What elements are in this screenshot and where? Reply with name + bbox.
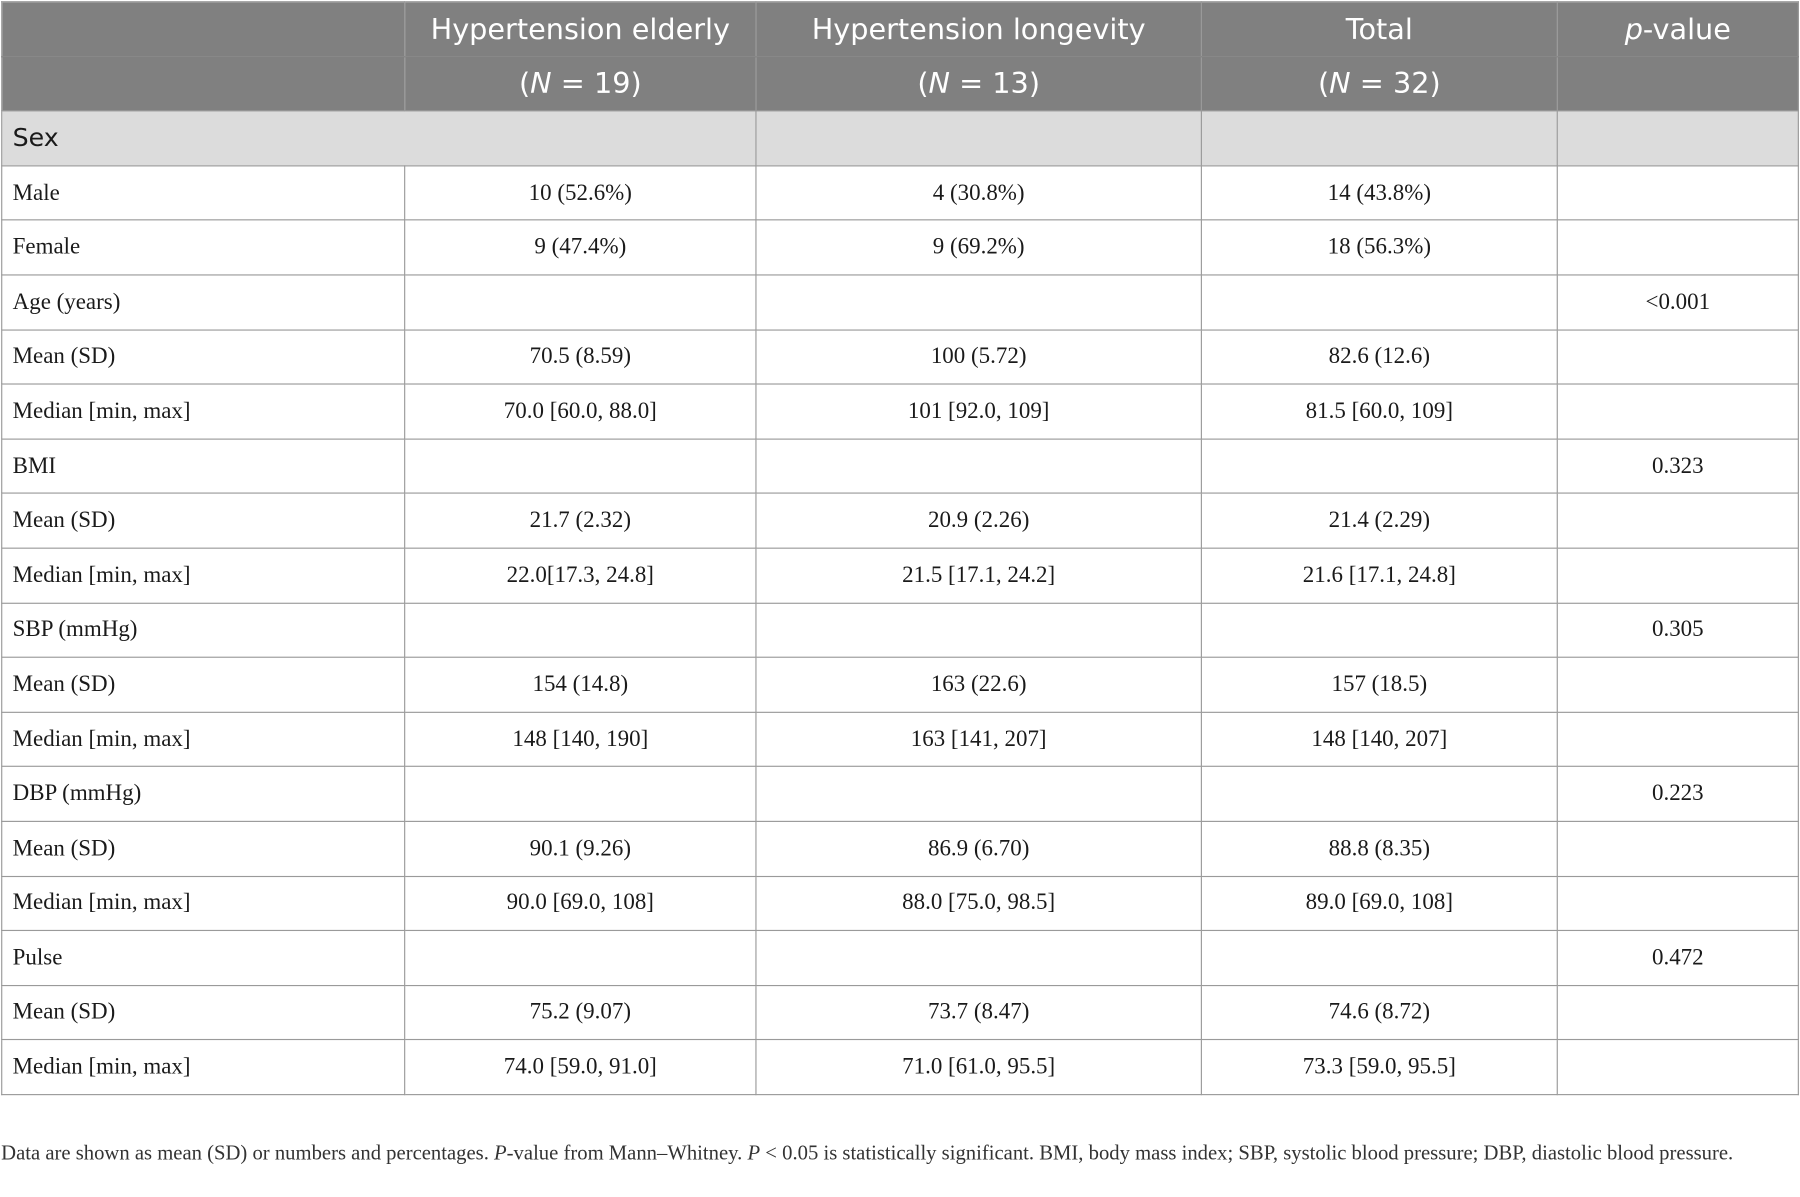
table-row [2, 548, 1799, 603]
cell-p-value [1557, 220, 1798, 275]
cell-longevity: 163 (22.6) [756, 657, 1201, 712]
cell-p-value [1557, 384, 1798, 439]
n-open: ( [917, 67, 929, 101]
cell-total: 74.6 (8.72) [1201, 985, 1557, 1040]
cell-total: 21.6 [17.1, 24.8] [1201, 548, 1557, 603]
cell-total: 88.8 (8.35) [1201, 821, 1557, 876]
cell-p-value [1557, 985, 1798, 1040]
cell-longevity: 4 (30.8%) [756, 166, 1201, 221]
row-label: Median [min, max] [2, 548, 405, 603]
header-n-elderly [405, 56, 756, 111]
cell-total: 157 (18.5) [1201, 657, 1557, 712]
cell-total [1201, 603, 1557, 658]
header-row-2 [2, 56, 1799, 111]
cell-elderly: 70.0 [60.0, 88.0] [405, 384, 756, 439]
header-p-value [1557, 2, 1798, 57]
header-blank-2 [2, 56, 405, 111]
header-n-total [1201, 56, 1557, 111]
footnote-p-italic-2: P [747, 1141, 761, 1165]
row-label: Median [min, max] [2, 712, 405, 767]
footnote-text-1: Data are shown as mean (SD) or numbers and percentages. [1, 1141, 495, 1165]
cell-total: 73.3 [59.0, 95.5] [1201, 1040, 1557, 1095]
table-body [2, 111, 1799, 1094]
data-table [1, 1, 1799, 1095]
cell-p-value [1557, 821, 1798, 876]
row-label: Male [2, 166, 405, 221]
cell-total: 21.4 (2.29) [1201, 493, 1557, 548]
cell-elderly: 9 (47.4%) [405, 220, 756, 275]
cell-p-value [1557, 876, 1798, 931]
row-label: Mean (SD) [2, 985, 405, 1040]
n-italic: N [1329, 67, 1351, 101]
cell-elderly [405, 767, 756, 822]
table-row [2, 657, 1799, 712]
cell-longevity: 86.9 (6.70) [756, 821, 1201, 876]
cell-elderly: 90.1 (9.26) [405, 821, 756, 876]
header-total: Total [1201, 2, 1557, 57]
table-row [2, 220, 1799, 275]
table-row [2, 166, 1799, 221]
cell-total [1201, 275, 1557, 330]
cell-elderly [405, 439, 756, 494]
n-open: ( [518, 67, 531, 101]
cell-longevity [756, 603, 1201, 658]
cell-elderly: 70.5 (8.59) [405, 330, 756, 385]
header-n-longevity [756, 56, 1201, 111]
table-row [2, 821, 1799, 876]
cell-longevity: 21.5 [17.1, 24.2] [756, 548, 1201, 603]
n-rest: = 19) [551, 67, 642, 101]
row-label: Median [min, max] [2, 876, 405, 931]
cell-elderly: 154 (14.8) [405, 657, 756, 712]
cell-elderly: 90.0 [69.0, 108] [405, 876, 756, 931]
header-longevity: Hypertension longevity [756, 2, 1201, 57]
cell-total: 18 (56.3%) [1201, 220, 1557, 275]
header-row-1 [2, 2, 1799, 57]
table-row [2, 439, 1799, 494]
table-row [2, 767, 1799, 822]
cell-p-value [1557, 548, 1798, 603]
cell-elderly [405, 275, 756, 330]
cell-longevity: 101 [92.0, 109] [756, 384, 1201, 439]
header-p-rest: -value [1642, 12, 1731, 46]
cell-total: 89.0 [69.0, 108] [1201, 876, 1557, 931]
cell-elderly: 148 [140, 190] [405, 712, 756, 767]
cell-longevity: 163 [141, 207] [756, 712, 1201, 767]
cell-elderly: 21.7 (2.32) [405, 493, 756, 548]
row-label: BMI [2, 439, 405, 494]
cell-elderly: 22.0[17.3, 24.8] [405, 548, 756, 603]
cell-longevity [756, 931, 1201, 986]
header-elderly: Hypertension elderly [405, 2, 756, 57]
cell-elderly: 10 (52.6%) [405, 166, 756, 221]
cell-total: 148 [140, 207] [1201, 712, 1557, 767]
table-row [2, 384, 1799, 439]
row-label: Median [min, max] [2, 1040, 405, 1095]
cell-p-value [1557, 166, 1798, 221]
cell-p-value [1557, 330, 1798, 385]
section-cell-longevity [756, 111, 1201, 166]
footnote-text-3: < 0.05 is statistically significant. BMI, body mass index; SBP, systolic blood pressure; DBP, diastolic blood pressure. [760, 1141, 1734, 1165]
table-row [2, 876, 1799, 931]
n-italic: N [530, 67, 552, 101]
cell-elderly [405, 931, 756, 986]
section-label: Sex [2, 111, 756, 166]
row-label: SBP (mmHg) [2, 603, 405, 658]
cell-p-value: 0.223 [1557, 767, 1798, 822]
row-label: DBP (mmHg) [2, 767, 405, 822]
n-rest: = 32) [1350, 67, 1441, 101]
table-row [2, 275, 1799, 330]
row-label: Female [2, 220, 405, 275]
row-label: Mean (SD) [2, 330, 405, 385]
cell-longevity: 20.9 (2.26) [756, 493, 1201, 548]
table-row [2, 330, 1799, 385]
table-row [2, 1040, 1799, 1095]
table-row [2, 712, 1799, 767]
row-label: Mean (SD) [2, 657, 405, 712]
cell-p-value: 0.305 [1557, 603, 1798, 658]
section-cell-p [1557, 111, 1798, 166]
cell-p-value [1557, 712, 1798, 767]
table-row [2, 603, 1799, 658]
cell-total [1201, 931, 1557, 986]
n-italic: N [928, 67, 951, 101]
cell-p-value: <0.001 [1557, 275, 1798, 330]
n-open: ( [1317, 67, 1330, 101]
cell-longevity [756, 439, 1201, 494]
row-label: Pulse [2, 931, 405, 986]
cell-p-value [1557, 493, 1798, 548]
cell-total [1201, 767, 1557, 822]
cell-total [1201, 439, 1557, 494]
footnote-text-2: -value from Mann–Whitney. [506, 1141, 748, 1165]
table-footnote [1, 1137, 1798, 1170]
cell-p-value: 0.472 [1557, 931, 1798, 986]
cell-p-value [1557, 657, 1798, 712]
cell-elderly [405, 603, 756, 658]
cell-elderly: 74.0 [59.0, 91.0] [405, 1040, 756, 1095]
header-blank-1 [2, 2, 405, 57]
cell-longevity [756, 767, 1201, 822]
cell-longevity: 73.7 (8.47) [756, 985, 1201, 1040]
section-cell-total [1201, 111, 1557, 166]
footnote-p-italic-1: P [494, 1141, 507, 1165]
table-row [2, 931, 1799, 986]
cell-longevity: 88.0 [75.0, 98.5] [756, 876, 1201, 931]
cell-longevity: 9 (69.2%) [756, 220, 1201, 275]
cell-total: 82.6 (12.6) [1201, 330, 1557, 385]
cell-total: 81.5 [60.0, 109] [1201, 384, 1557, 439]
row-label: Mean (SD) [2, 493, 405, 548]
header-blank-p [1557, 56, 1798, 111]
cell-p-value [1557, 1040, 1798, 1095]
header-p-italic: p [1624, 12, 1643, 46]
table-row [2, 493, 1799, 548]
cell-p-value: 0.323 [1557, 439, 1798, 494]
cell-total: 14 (43.8%) [1201, 166, 1557, 221]
row-label: Mean (SD) [2, 821, 405, 876]
cell-longevity [756, 275, 1201, 330]
cell-longevity: 71.0 [61.0, 95.5] [756, 1040, 1201, 1095]
table-row [2, 985, 1799, 1040]
cell-longevity: 100 (5.72) [756, 330, 1201, 385]
row-label: Median [min, max] [2, 384, 405, 439]
n-rest: = 13) [950, 67, 1041, 101]
row-label: Age (years) [2, 275, 405, 330]
table-header [2, 2, 1799, 111]
cell-elderly: 75.2 (9.07) [405, 985, 756, 1040]
section-row-sex [2, 111, 1799, 166]
